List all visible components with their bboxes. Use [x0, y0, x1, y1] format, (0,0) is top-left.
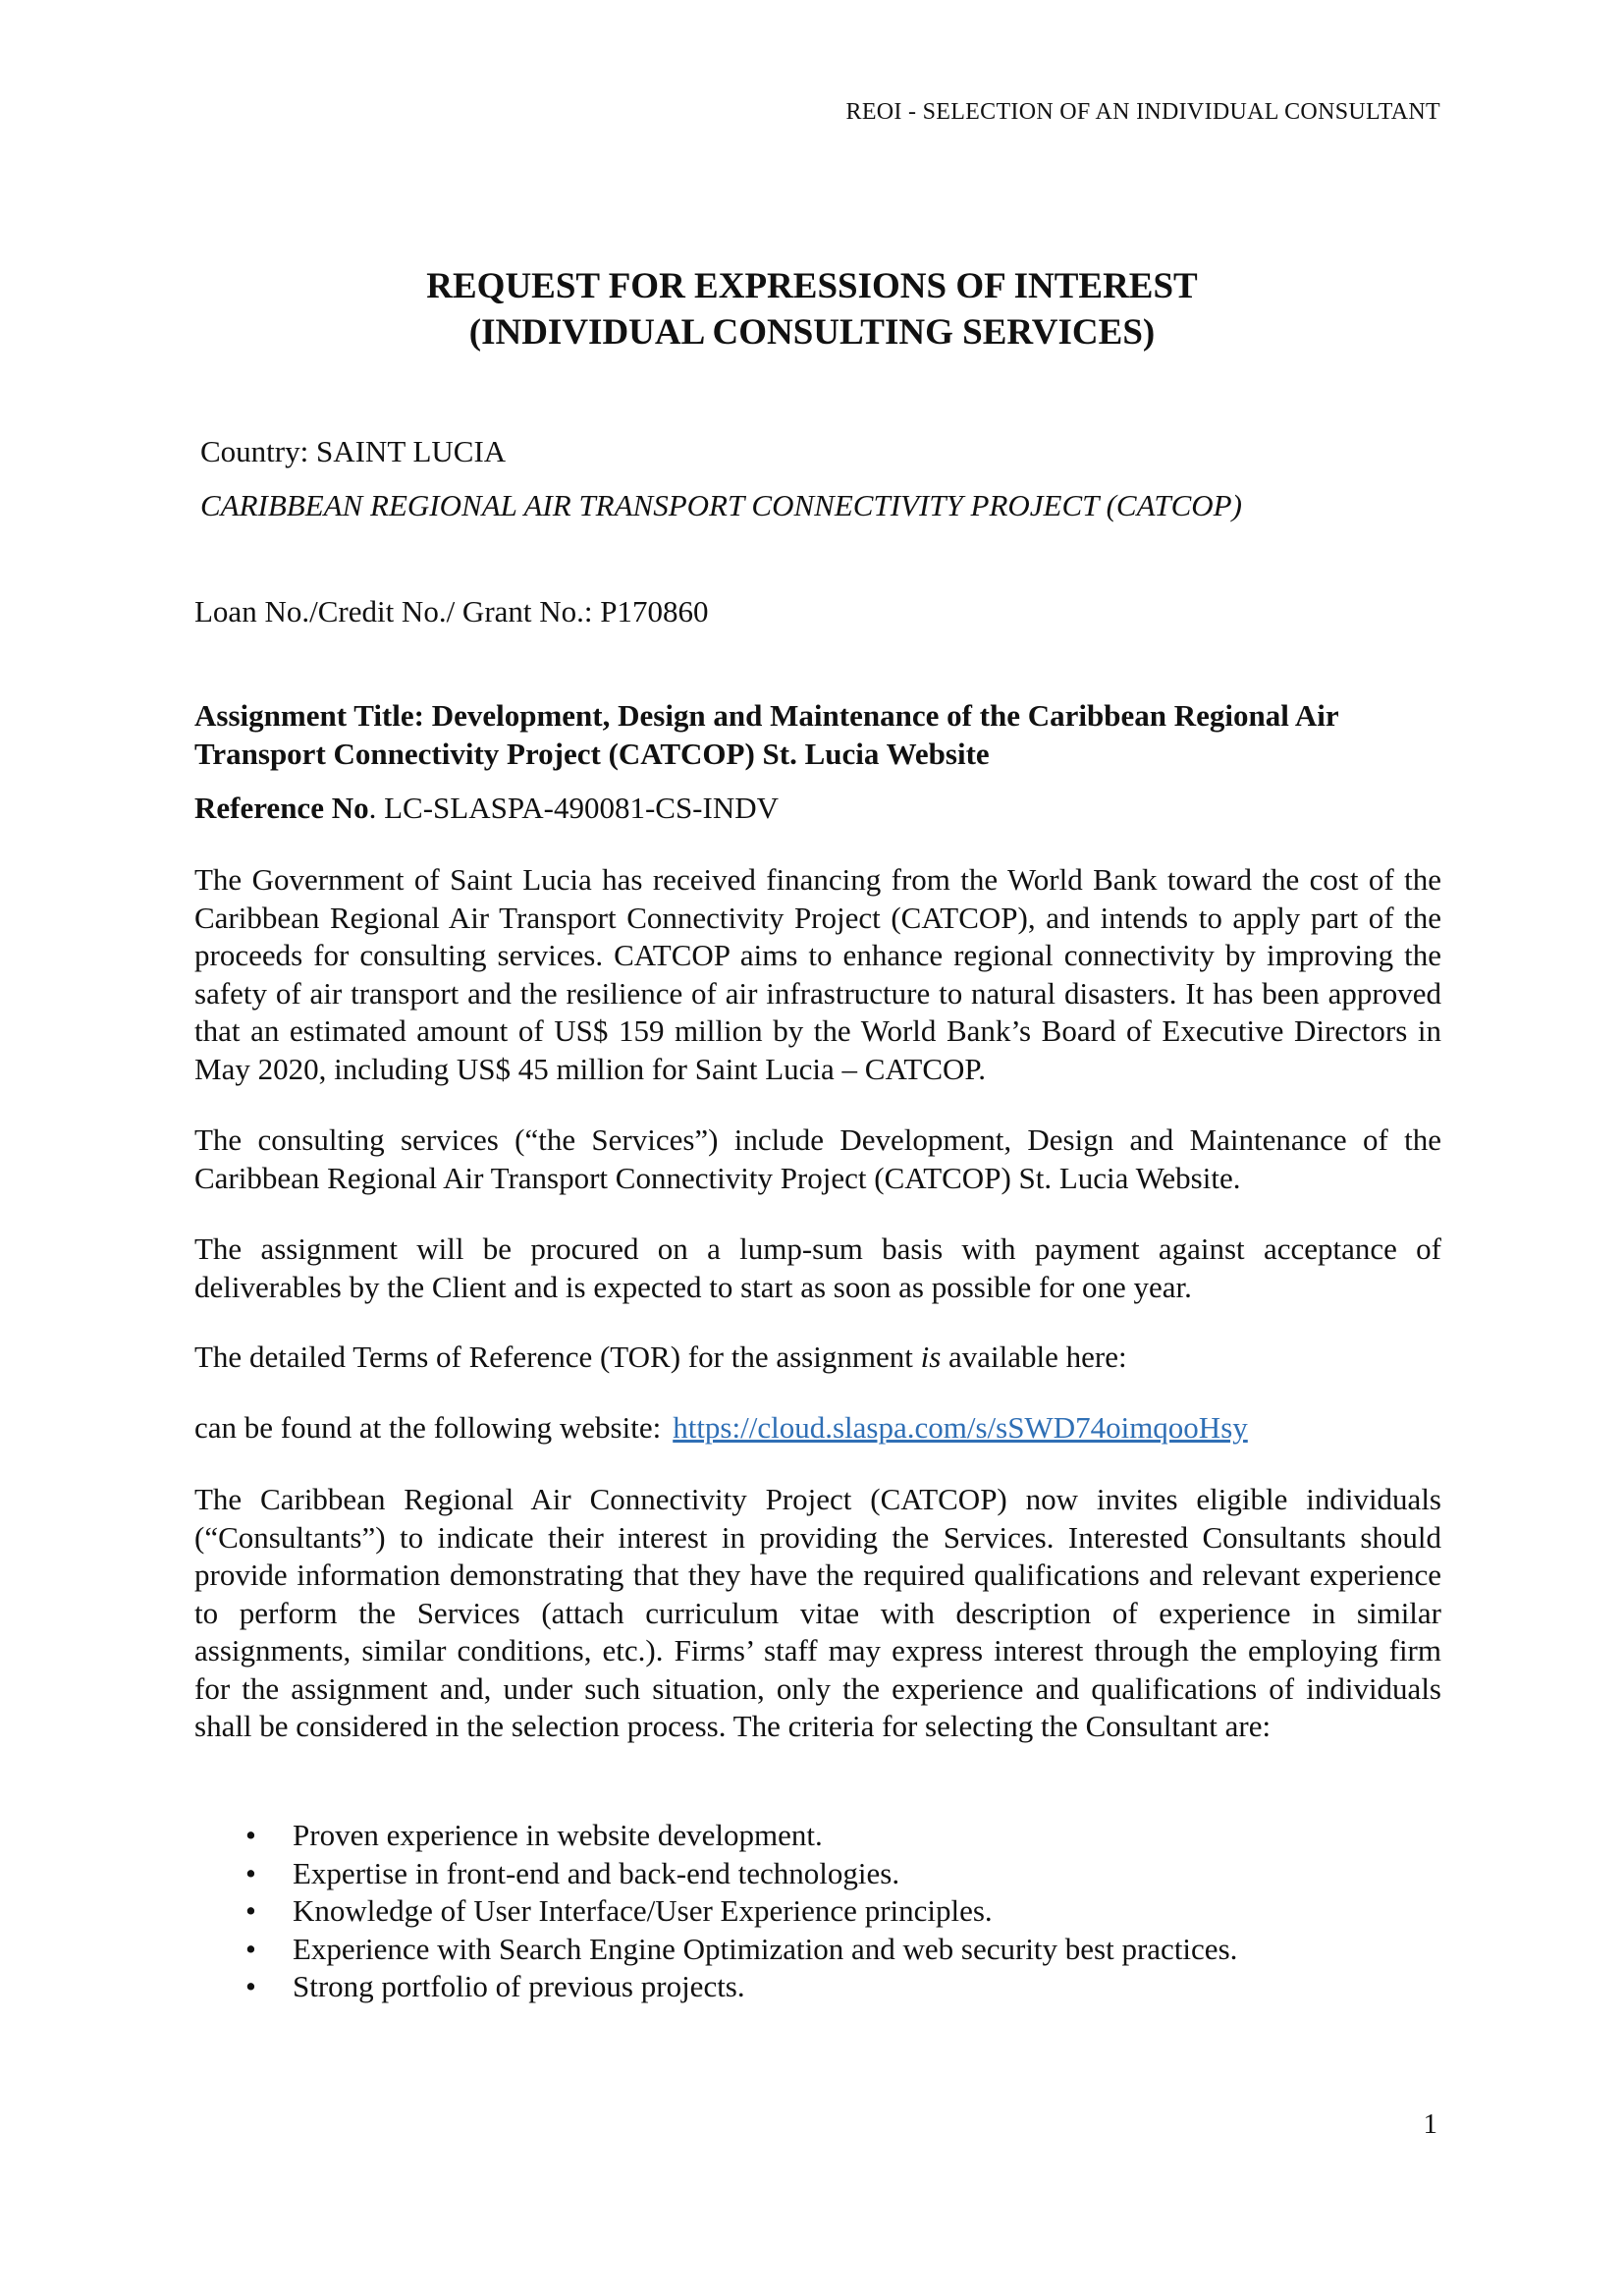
tor-text-after: available here: — [941, 1339, 1127, 1374]
paragraph-tor — [194, 1339, 1441, 1377]
project-name: CARIBBEAN REGIONAL AIR TRANSPORT CONNECTIVITY PROJECT (CATCOP) — [200, 488, 1242, 522]
list-item — [245, 1931, 1424, 1969]
website-intro: can be found at the following website: — [194, 1410, 662, 1445]
assignment-title: Assignment Title: Development, Design and Maintenance of the Caribbean Regional Air Transport Connectivity Project (CATCOP) St. Lucia Website — [194, 698, 1339, 771]
list-item — [245, 1817, 1424, 1855]
tor-text-before: The detailed Terms of Reference (TOR) for the assignment — [194, 1339, 921, 1374]
country-line: Country: SAINT LUCIA — [200, 434, 507, 468]
criteria-item-text: Proven experience in website development. — [293, 1818, 823, 1852]
list-item — [245, 1855, 1424, 1893]
criteria-item-text: Strong portfolio of previous projects. — [293, 1969, 745, 2003]
page-number: 1 — [1423, 2108, 1437, 2140]
document-title — [0, 263, 1624, 355]
tor-text-italic: is — [920, 1339, 942, 1374]
bullet-icon: • — [245, 1969, 256, 2003]
reference-value: . LC-SLASPA-490081-CS-INDV — [368, 791, 779, 825]
paragraph-procurement: The assignment will be procured on a lump-sum basis with payment against acceptance of deliverables by the Client and is expected to start as soon as possible for one year. — [194, 1231, 1441, 1304]
document-title-line-2: (INDIVIDUAL CONSULTING SERVICES) — [468, 312, 1156, 353]
criteria-item-text: Experience with Search Engine Optimization and web security best practices. — [293, 1931, 1238, 1966]
paragraph-invitation: The Caribbean Regional Air Connectivity Project (CATCOP) now invites eligible individuals (“Consultants”) to indicate their interest in providing the Services. Interested Consultants should provide information demonstrating that they have the required qualifications and relevant experience to perform the Services (attach curriculum vitae with description of experience in similar assignments, similar conditions, etc.). Firms’ staff may express interest through the employing firm for the assignment and, under such situation, only the experience and qualifications of individuals shall be considered in the selection process. The criteria for selecting the Consultant are: — [194, 1482, 1441, 1743]
running-header: REOI - SELECTION OF AN INDIVIDUAL CONSULTANT — [845, 99, 1440, 125]
bullet-icon: • — [245, 1893, 256, 1928]
paragraph-services: The consulting services (“the Services”) include Development, Design and Maintenance of the Caribbean Regional Air Transport Connectivity Project (CATCOP) St. Lucia Website. — [194, 1122, 1441, 1195]
reference-number — [194, 790, 1441, 828]
list-item — [245, 1892, 1424, 1931]
paragraph-website — [194, 1409, 1441, 1448]
bullet-icon: • — [245, 1855, 256, 1890]
bullet-icon: • — [245, 1931, 256, 1966]
criteria-list — [245, 1817, 1424, 2006]
tor-download-link[interactable]: https://cloud.slaspa.com/s/sSWD74oimqooHsy — [673, 1410, 1248, 1445]
bullet-icon: • — [245, 1818, 256, 1852]
document-title-line-1: REQUEST FOR EXPRESSIONS OF INTEREST — [426, 266, 1198, 306]
loan-number: Loan No./Credit No./ Grant No.: P170860 — [194, 594, 709, 629]
list-item — [245, 1968, 1424, 2006]
reference-label: Reference No — [194, 791, 369, 825]
criteria-item-text: Knowledge of User Interface/User Experience principles. — [293, 1893, 993, 1928]
paragraph-financing: The Government of Saint Lucia has received financing from the World Bank toward the cost of the Caribbean Regional Air Transport Connectivity Project (CATCOP), and intends to apply part of the proceeds for consulting services. CATCOP aims to enhance regional connectivity by improving the safety of air transport and the resilience of air infrastructure to natural disasters. It has been approved that an estimated amount of US$ 159 million by the World Bank’s Board of Executive Directors in May 2020, including US$ 45 million for Saint Lucia – CATCOP. — [194, 862, 1441, 1086]
criteria-item-text: Expertise in front-end and back-end technologies. — [293, 1855, 900, 1890]
